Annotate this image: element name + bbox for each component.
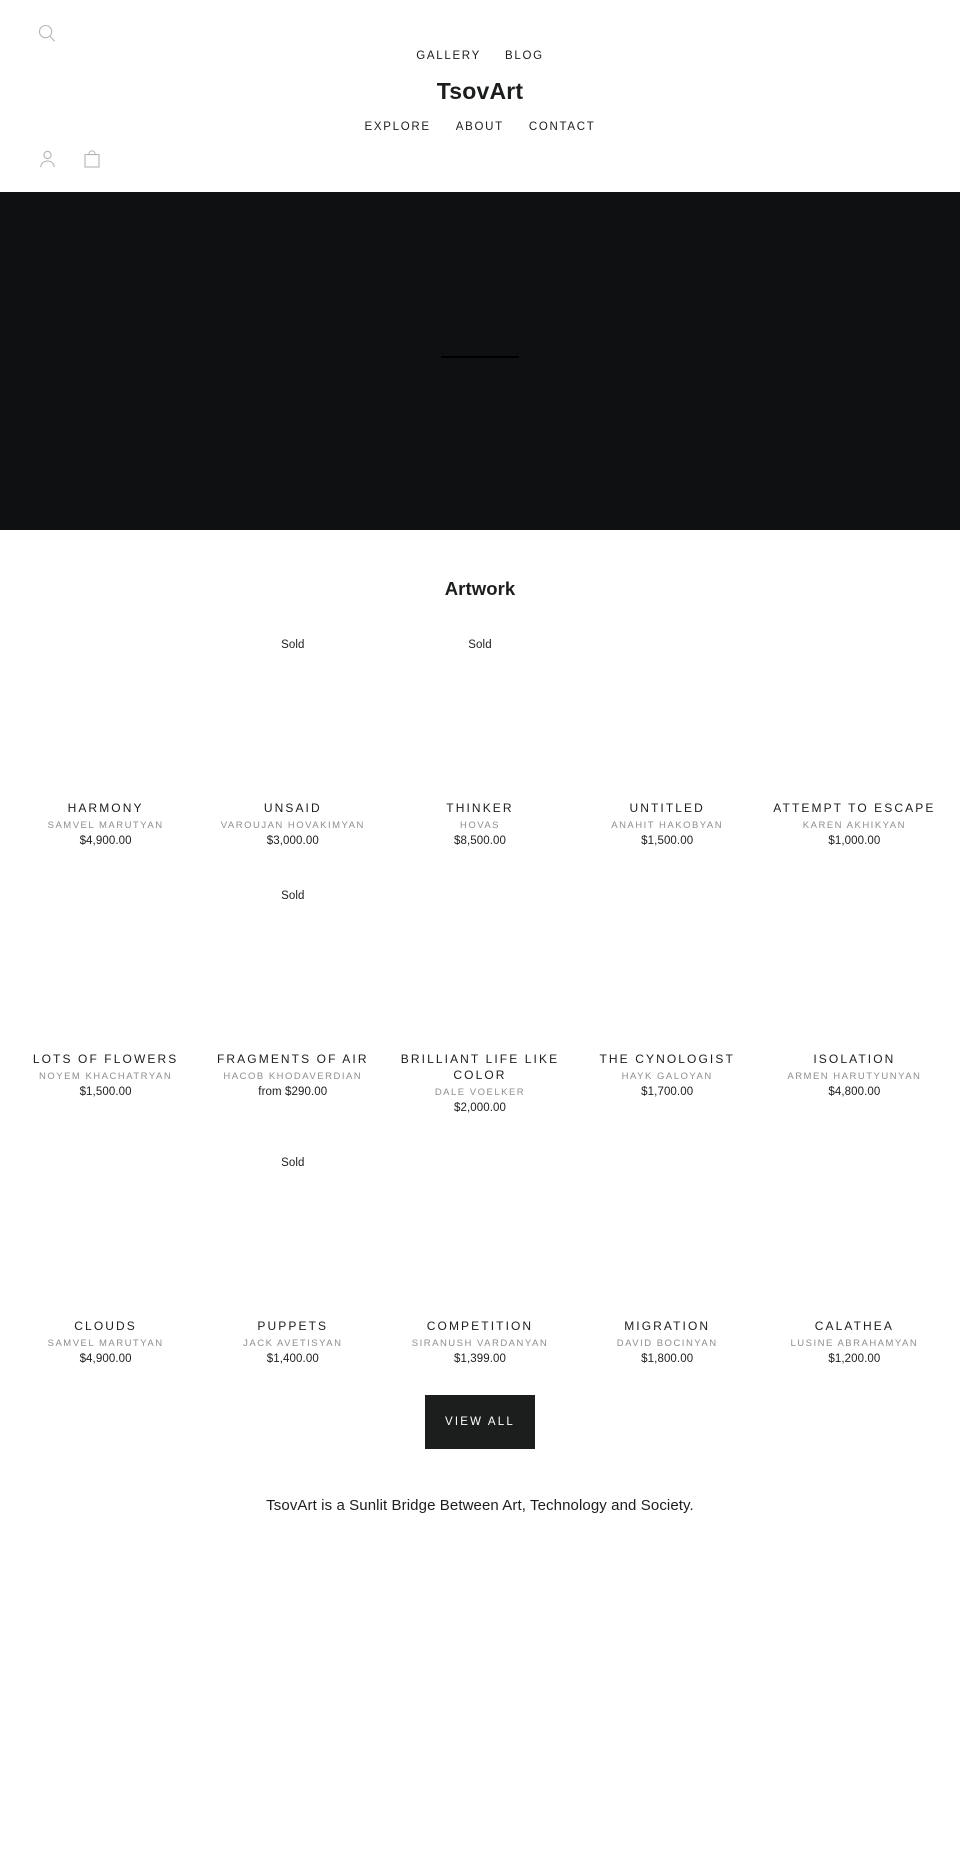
product-price: $4,900.00 [79,835,132,847]
product-info [205,794,380,849]
product-artist: DAVID BOCINYAN [616,1338,718,1349]
product-price: $1,400.00 [266,1353,319,1365]
product-title: FRAGMENTS OF AIR [216,1052,369,1066]
product-title: UNTITLED [629,801,705,815]
product-price: $3,000.00 [266,835,319,847]
artwork-section [0,530,960,1449]
product-title: UNSAID [263,801,322,815]
product-artist: SAMVEL MARUTYAN [47,820,164,831]
product-title: LOTS OF FLOWERS [32,1052,179,1066]
product-image[interactable] [205,624,380,794]
product-title: HARMONY [67,801,144,815]
product-price: $1,500.00 [79,1086,132,1098]
nav-link-explore[interactable]: EXPLORE [364,121,431,133]
primary-nav-top [0,50,960,62]
product-image[interactable] [392,1142,567,1312]
product-artist: DALE VOELKER [434,1087,526,1098]
account-button[interactable] [36,148,58,170]
view-all-container [0,1395,960,1449]
product-price: $4,800.00 [828,1086,881,1098]
product-artist: LUSINE ABRAHAMYAN [790,1338,919,1349]
product-info [392,1312,567,1367]
product-price: $4,900.00 [79,1353,132,1365]
product-image[interactable] [767,624,942,794]
account-icon [39,150,56,168]
product-price: $1,000.00 [828,835,881,847]
nav-link-about[interactable]: ABOUT [455,121,504,133]
product-card[interactable] [199,875,386,1116]
nav-link-blog[interactable]: BLOG [504,50,544,62]
product-info [392,1045,567,1116]
status-badge: Sold [278,639,307,653]
hero-banner [0,192,960,530]
product-card[interactable] [574,875,761,1116]
product-image[interactable] [392,875,567,1045]
product-image[interactable] [18,875,193,1045]
product-title: ATTEMPT TO ESCAPE [773,801,936,815]
product-artist: HOVAS [459,820,501,831]
product-card[interactable] [761,624,948,849]
product-price: $2,000.00 [453,1102,507,1114]
product-info [580,1312,755,1367]
header-icon-group [36,148,103,170]
product-artist: VAROUJAN HOVAKIMYAN [220,820,365,831]
product-image[interactable] [18,624,193,794]
product-card[interactable] [199,624,386,849]
cart-button[interactable] [81,148,103,170]
site-header [0,0,960,192]
product-title: CALATHEA [814,1319,895,1333]
product-card[interactable] [12,1142,199,1367]
product-title: BRILLIANT LIFE LIKE COLOR [400,1052,560,1082]
product-title: COMPETITION [426,1319,534,1333]
product-card[interactable] [574,1142,761,1367]
product-image[interactable] [205,875,380,1045]
product-artist: HACOB KHODAVERDIAN [223,1071,363,1082]
product-title: ISOLATION [813,1052,896,1066]
primary-nav-bottom [0,121,960,133]
page-title: Artwork [444,578,516,599]
product-image[interactable] [205,1142,380,1312]
product-info [18,1045,193,1100]
product-title: THINKER [446,801,514,815]
product-title: PUPPETS [257,1319,329,1333]
product-card[interactable] [386,875,573,1116]
product-image[interactable] [580,624,755,794]
product-info [205,1312,380,1367]
product-artist: ANAHIT HAKOBYAN [611,820,724,831]
product-grid-row-1 [0,624,960,849]
product-image[interactable] [767,875,942,1045]
product-image[interactable] [18,1142,193,1312]
product-info [767,794,942,849]
status-badge: Sold [465,639,494,653]
product-grid-row-3 [0,1142,960,1367]
product-price: $1,399.00 [453,1353,507,1365]
product-price: $8,500.00 [453,835,507,847]
product-info [580,794,755,849]
product-price: $1,800.00 [641,1353,694,1365]
product-price: $1,200.00 [828,1353,881,1365]
product-card[interactable] [199,1142,386,1367]
product-price: $1,700.00 [641,1086,694,1098]
product-info [205,1045,380,1100]
product-card[interactable] [761,875,948,1116]
product-price: from $290.00 [258,1086,328,1098]
search-icon [38,24,56,42]
product-image[interactable] [580,875,755,1045]
product-card[interactable] [386,624,573,849]
nav-link-contact[interactable]: CONTACT [528,121,596,133]
hero-divider [441,356,519,358]
product-artist: KAREN AKHIKYAN [802,820,906,831]
product-price: $1,500.00 [641,835,694,847]
product-artist: NOYEM KHACHATRYAN [39,1071,173,1082]
site-tagline: TsovArt is a Sunlit Bridge Between Art, Technology and Society. [266,1497,694,1514]
product-artist: SAMVEL MARUTYAN [47,1338,164,1349]
status-badge: Sold [278,1157,307,1171]
product-title: MIGRATION [624,1319,711,1333]
product-artist: HAYK GALOYAN [621,1071,713,1082]
search-button[interactable] [30,16,64,50]
product-info [18,794,193,849]
product-info [767,1312,942,1367]
product-info [580,1045,755,1100]
product-card[interactable] [12,624,199,849]
product-grid-row-2 [0,875,960,1116]
product-info [18,1312,193,1367]
nav-link-gallery[interactable]: GALLERY [416,50,481,62]
product-image[interactable] [767,1142,942,1312]
cart-icon [84,150,100,168]
product-info [767,1045,942,1100]
product-artist: SIRANUSH VARDANYAN [411,1338,549,1349]
product-image[interactable] [392,624,567,794]
view-all-button[interactable]: VIEW ALL [425,1395,535,1449]
product-info [392,794,567,849]
product-title: THE CYNOLOGIST [599,1052,735,1066]
site-logo[interactable]: TsovArt [436,78,524,104]
product-artist: ARMEN HARUTYUNYAN [787,1071,922,1082]
status-badge: Sold [278,890,307,904]
product-title: CLOUDS [74,1319,137,1333]
product-card[interactable] [12,875,199,1116]
product-card[interactable] [574,624,761,849]
product-image[interactable] [580,1142,755,1312]
product-artist: JACK AVETISYAN [243,1338,343,1349]
product-card[interactable] [386,1142,573,1367]
product-card[interactable] [761,1142,948,1367]
